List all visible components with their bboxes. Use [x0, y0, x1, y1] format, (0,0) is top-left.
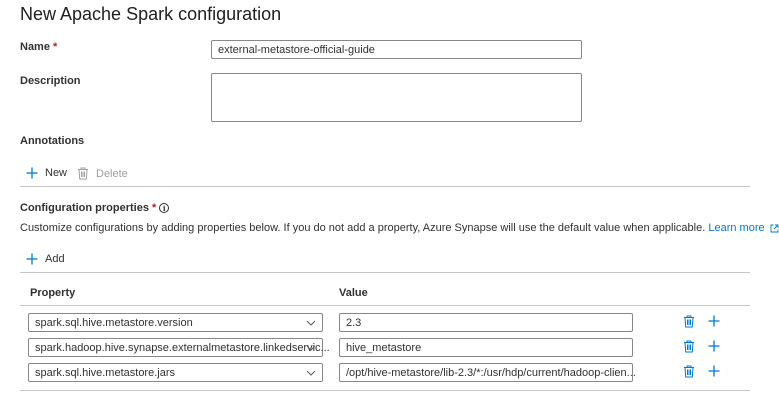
property-select[interactable]: spark.sql.hive.metastore.version	[28, 313, 323, 332]
plus-icon	[26, 253, 38, 265]
table-header-divider	[20, 305, 750, 306]
description-label: Description	[20, 75, 81, 87]
trash-icon	[683, 315, 695, 328]
trash-icon	[683, 340, 695, 353]
table-bottom-divider	[20, 390, 750, 391]
chevron-down-icon	[306, 370, 316, 376]
trash-icon	[683, 365, 695, 378]
add-row-button[interactable]	[706, 363, 722, 379]
chevron-down-icon	[306, 345, 316, 351]
value-input[interactable]: hive_metastore	[339, 338, 633, 357]
delete-row-button[interactable]	[681, 338, 697, 354]
property-column-header: Property	[30, 287, 76, 299]
add-row-button[interactable]	[706, 338, 722, 354]
property-select[interactable]: spark.hadoop.hive.synapse.externalmetastore.linkedservic...	[28, 338, 323, 357]
add-property-button[interactable]: Add	[26, 253, 65, 265]
plus-icon	[708, 340, 720, 352]
description-textarea[interactable]	[211, 73, 582, 122]
chevron-down-icon	[306, 320, 316, 326]
annotations-heading: Annotations	[20, 135, 85, 147]
learn-more-link[interactable]: Learn more	[708, 222, 778, 234]
value-input[interactable]: /opt/hive-metastore/lib-2.3/*:/usr/hdp/current/hadoop-clien...	[339, 363, 633, 382]
external-link-icon	[770, 224, 779, 233]
new-annotation-button[interactable]: New	[26, 167, 67, 179]
plus-icon	[708, 315, 720, 327]
trash-icon	[77, 167, 89, 180]
name-label: Name *	[20, 41, 58, 53]
value-column-header: Value	[339, 287, 368, 299]
annotations-divider	[20, 186, 750, 187]
delete-annotation-button[interactable]: Delete	[77, 167, 128, 180]
page-title: New Apache Spark configuration	[20, 4, 282, 24]
required-mark: *	[52, 41, 58, 53]
add-row-button[interactable]	[706, 313, 722, 329]
name-input[interactable]: external-metastore-official-guide	[211, 40, 582, 59]
delete-row-button[interactable]	[681, 363, 697, 379]
required-mark: *	[151, 202, 157, 214]
value-input[interactable]: 2.3	[339, 313, 633, 332]
delete-row-button[interactable]	[681, 313, 697, 329]
config-description: Customize configurations by adding properties below. If you do not add a property, Azure Synapse will use the default value when applicable. Learn more	[20, 222, 779, 234]
plus-icon	[26, 167, 38, 179]
property-select[interactable]: spark.sql.hive.metastore.jars	[28, 363, 323, 382]
plus-icon	[708, 365, 720, 377]
add-divider	[20, 272, 750, 273]
config-heading: Configuration properties * i	[20, 202, 169, 214]
info-icon[interactable]: i	[159, 203, 169, 213]
